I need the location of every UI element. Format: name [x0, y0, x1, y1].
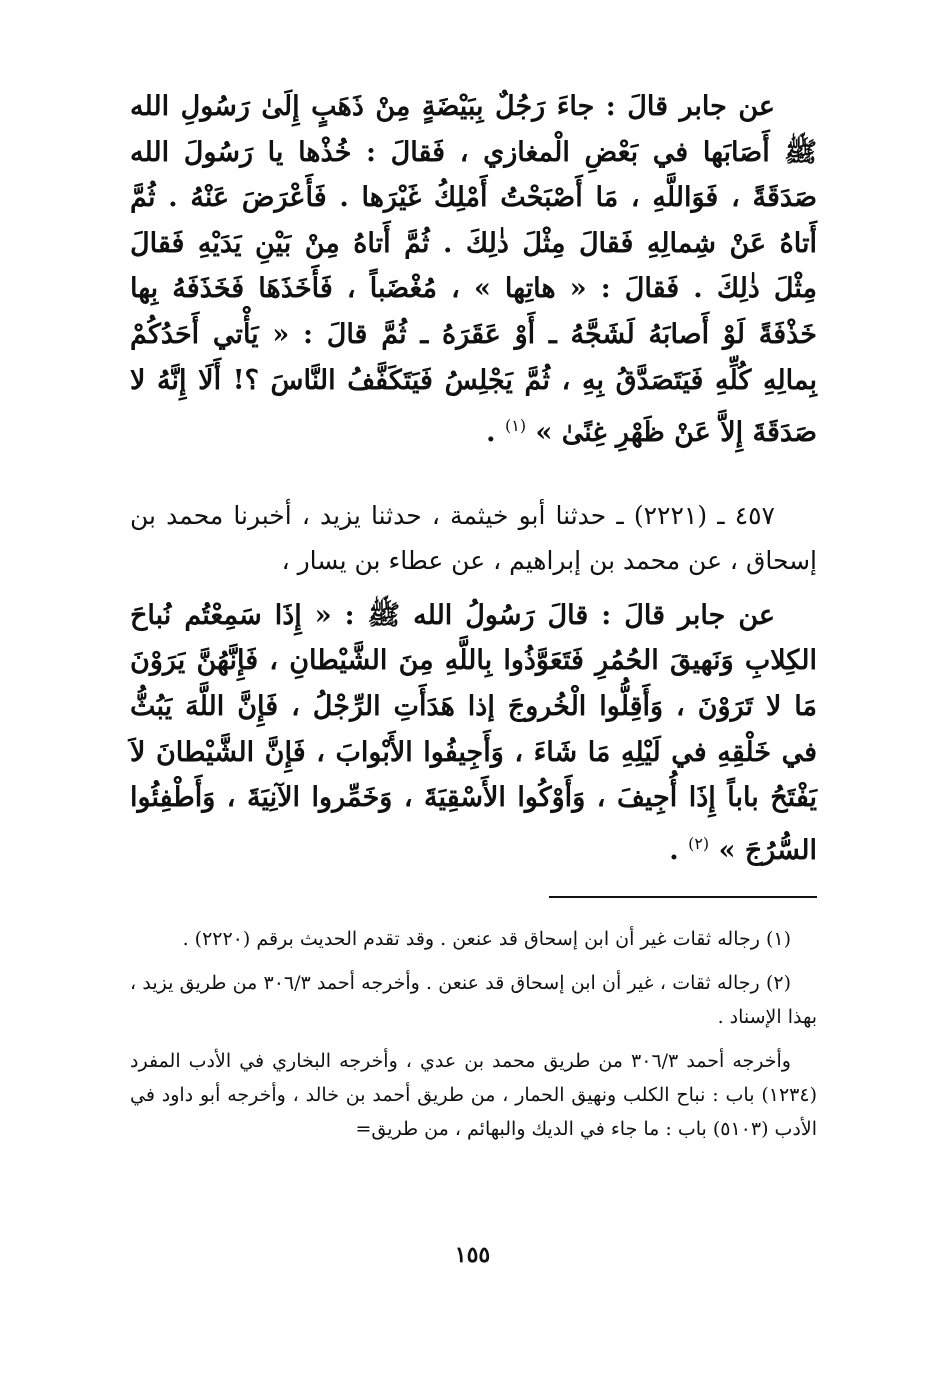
hadith-paragraph-2 [130, 593, 817, 874]
footnotes-section [130, 922, 817, 1156]
footnote-2: (٢) رجاله ثقات ، غير أن ابن إسحاق قد عنعن . وأخرجه أحمد ٣٠٦/٣ من طريق يزيد ، بهذا الإسناد . [130, 972, 817, 1028]
footnote-ref-2: (٢) [688, 833, 710, 853]
main-text [130, 84, 817, 873]
hadith-end-2: . [669, 834, 689, 866]
page-number: ١٥٥ [454, 1242, 491, 1268]
footnote-divider [549, 896, 817, 898]
footnote-1: (١) رجاله ثقات غير أن ابن إسحاق قد عنعن . وقد تقدم الحديث برقم (٢٢٢٠) . [182, 928, 791, 950]
footnote-ref-1: (١) [504, 416, 527, 436]
hadith-isnad-2: ٤٥٧ ـ (٢٢٢١) ـ حدثنا أبو خيثمة ، حدثنا يزيد ، أخبرنا محمد بن إسحاق ، عن محمد بن إبراهيم ، عن عطاء بن يسار ، [130, 500, 817, 575]
hadith-paragraph-1 [130, 84, 817, 456]
hadith-text-1: عن جابر قالَ : جاءَ رَجُلٌ بِبَيْضَةٍ مِنْ ذَهَبٍ إِلَىٰ رَسُولِ الله ﷺ أَصَابَها في بَعْضِ الْمغازي ، فَقالَ : خُذْها يا رَسُولَ الله صَدَقَةً ، فَوَاللَّهِ ، مَا أَصْبَحْتُ أَمْلِكُ غَيْرَها . فَأَعْرَضَ عَنْهُ . ثُمَّ أَتاهُ عَنْ شِمالِهِ فَقالَ مِثْلَ ذٰلِكَ . ثُمَّ أَتاهُ مِنْ بَيْنِ يَدَيْهِ فَقالَ مِثْلَ ذٰلِكَ . فَقالَ : « هاتِها » ، مُغْضَباً ، فَأَخَذَهَا فَخَذَفَهُ بِها خَذْفَةً لَوْ أَصابَهُ لَشَجَّهُ ـ أَوْ عَقَرَهُ ـ ثُمَّ قالَ : « يَأْتي أَحَدُكُمْ بِمالِهِ كُلِّهِ فَيَتَصَدَّقُ بِهِ ، ثُمَّ يَجْلِسُ فَيَتَكَفَّفُ النَّاسَ ؟! أَلَا إِنَّهُ لا صَدَقَةَ إِلاَّ عَنْ ظَهْرِ غِنًىٰ » [130, 91, 817, 449]
spacer [130, 456, 817, 493]
hadith-end-1: . [486, 417, 505, 449]
footnote-2-continuation: وأخرجه أحمد ٣٠٦/٣ من طريق محمد بن عدي ، وأخرجه البخاري في الأدب المفرد (١٢٣٤) باب : نباح الكلب ونهيق الحمار ، من طريق أحمد بن خالد ، وأخرجه أبو داود في الأدب (٥١٠٣) باب : ما جاء في الديك والبهائم ، من طريق= [130, 1050, 817, 1140]
spacer [130, 583, 817, 593]
hadith-text-2: عن جابر قالَ : قالَ رَسُولُ الله ﷺ : « إِذَا سَمِعْتُم نُباحَ الكِلابِ وَنَهيقَ الحُمُرِ فَتَعَوَّذُوا بِاللَّهِ مِنَ الشَّيْطانِ ، فَإِنَّهُنَّ يَرَوْنَ مَا لا تَرَوْنَ ، وَأَقِلُّوا الْخُروجَ إذا هَدَأَتِ الرِّجْلُ ، فَإِنَّ اللَّهَ يَبُثُّ في خَلْقِهِ في لَيْلِهِ مَا شَاءَ ، وَأَجِيفُوا الأَبْوابَ ، فَإِنَّ الشَّيْطانَ لاَ يَفْتَحُ باباً إِذَا أُجِيفَ ، وَأَوْكُوا الأَسْقِيَةَ ، وَخَمِّروا الآنِيَةَ ، وَأَطْفِئُوا السُّرُجَ » [130, 599, 817, 866]
